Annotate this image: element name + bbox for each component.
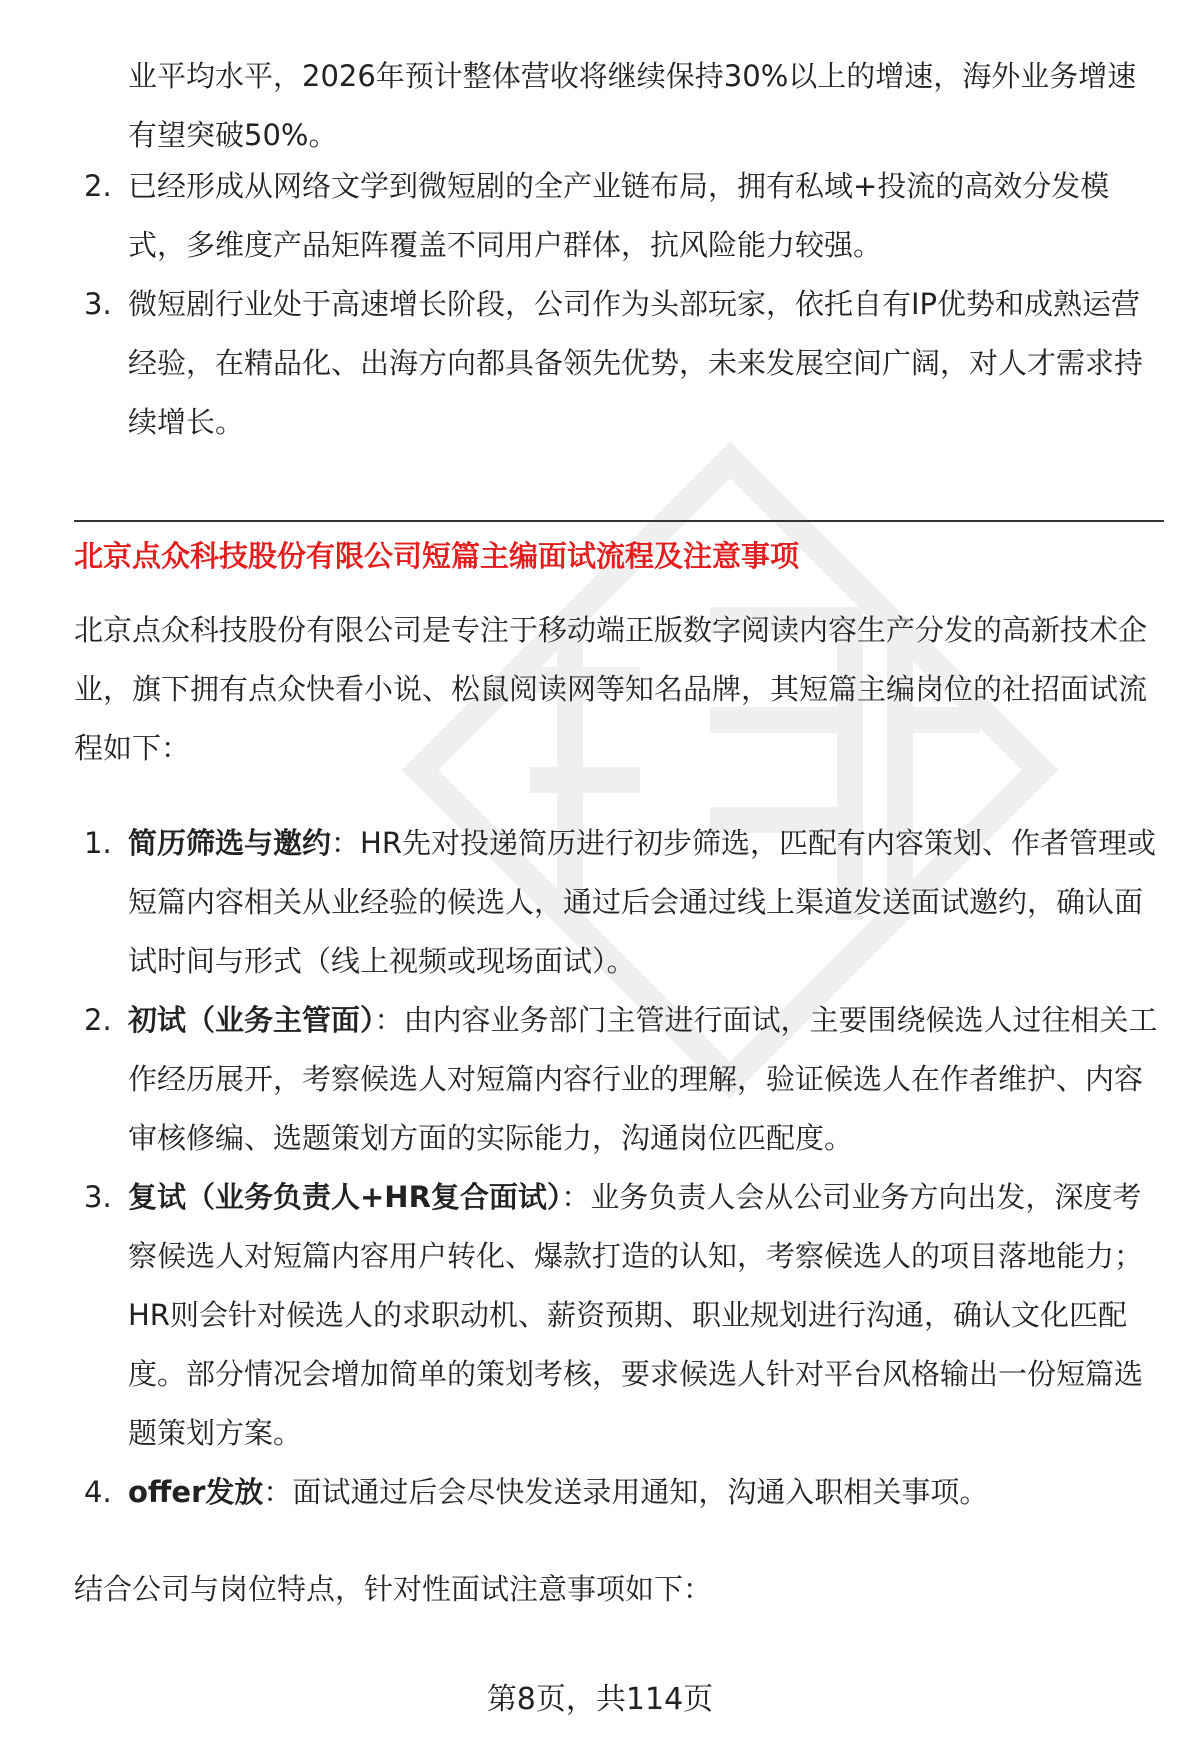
step-separator: ： [263, 1475, 293, 1509]
section-heading: 北京点众科技股份有限公司短篇主编面试流程及注意事项 [74, 539, 800, 573]
list-item [84, 1168, 1164, 1463]
step-separator: ： [331, 826, 361, 860]
list-item [84, 1463, 1164, 1522]
step-separator: ： [374, 1003, 404, 1037]
step-text: 业务负责人会从公司业务方向出发，深度考察候选人对短篇内容用户转化、爆款打造的认知，考察候选人的项目落地能力；HR则会针对候选人的求职动机、薪资预期、职业规划进行沟通，确认文化匹配度。部分情况会增加简单的策划考核，要求候选人针对平台风格输出一份短篇选题策划方案。 [128, 1180, 1144, 1450]
step-text: 由内容业务部门主管进行面试，主要围绕候选人过往相关工作经历展开，考察候选人对短篇内容行业的理解，验证候选人在作者维护、内容审核修编、选题策划方面的实际能力，沟通岗位匹配度。 [128, 1003, 1158, 1155]
list-number: 3. [84, 287, 112, 321]
list-number: 3. [84, 1180, 112, 1214]
step-label: offer发放 [128, 1475, 264, 1509]
section-divider [74, 520, 1164, 522]
step-separator: ： [561, 1180, 591, 1214]
list-number: 4. [84, 1475, 112, 1509]
list-item-text: 已经形成从网络文学到微短剧的全产业链布局，拥有私域+投流的高效分发模式，多维度产品矩阵覆盖不同用户群体，抗风险能力较强。 [128, 169, 1110, 262]
list-item [84, 991, 1164, 1168]
step-label: 简历筛选与邀约 [128, 826, 332, 860]
closing-paragraph: 结合公司与岗位特点，针对性面试注意事项如下： [74, 1572, 713, 1606]
list-item [84, 157, 1164, 275]
page-number-footer: 第8页，共114页 [486, 1682, 714, 1717]
list-item [84, 814, 1164, 991]
list-number: 2. [84, 1003, 112, 1037]
step-label: 初试（业务主管面） [128, 1003, 375, 1037]
step-label: 复试（业务负责人+HR复合面试） [128, 1180, 562, 1214]
list-item-continuation: 业平均水平，2026年预计整体营收将继续保持30%以上的增速，海外业务增速有望突破50%。 [128, 59, 1137, 152]
list-item [84, 275, 1164, 452]
list-item-text: 微短剧行业处于高速增长阶段，公司作为头部玩家，依托自有IP优势和成熟运营经验，在精品化、出海方向都具备领先优势，未来发展空间广阔，对人才需求持续增长。 [128, 287, 1144, 439]
interview-steps-list [84, 814, 1164, 1522]
intro-paragraph: 北京点众科技股份有限公司是专注于移动端正版数字阅读内容生产分发的高新技术企业，旗下拥有点众快看小说、松鼠阅读网等知名品牌，其短篇主编岗位的社招面试流程如下： [74, 613, 1148, 765]
step-text: HR先对投递简历进行初步筛选，匹配有内容策划、作者管理或短篇内容相关从业经验的候选人，通过后会通过线上渠道发送面试邀约，确认面试时间与形式（线上视频或现场面试）。 [128, 826, 1156, 978]
list-number: 1. [84, 826, 112, 860]
list-number: 2. [84, 169, 112, 203]
step-text: 面试通过后会尽快发送录用通知，沟通入职相关事项。 [292, 1475, 989, 1509]
top-list [84, 157, 1164, 452]
